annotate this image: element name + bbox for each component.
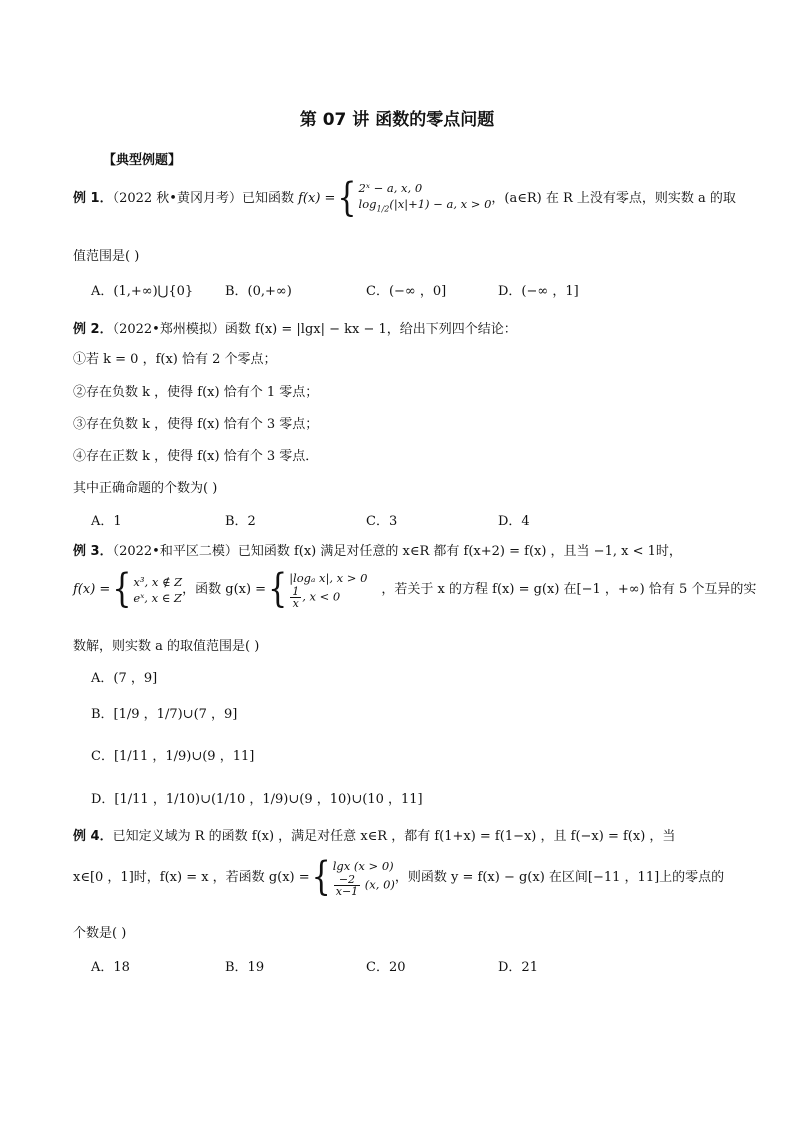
- ex2-item-3: ③存在负数 k ，使得 f(x) 恰有个 3 零点；: [73, 417, 319, 432]
- option-d[interactable]: D．4: [498, 514, 530, 529]
- ex2-question: 其中正确命题的个数为( ): [73, 481, 218, 496]
- brace-glyph: {: [311, 854, 331, 900]
- ex3-f-cases: [133, 574, 182, 606]
- ex3-g-case-2-rest: , x < 0: [302, 589, 341, 604]
- ex4-text-a: 已知定义域为 R 的函数 f(x) ，满足对任意 x∈R ，都有 f(1+x) = f(1−x) ，且 f(−x) = f(x) ，当: [112, 829, 676, 844]
- ex2-item-2: ②存在负数 k ，使得 f(x) 恰有个 1 零点；: [73, 385, 319, 400]
- brace-glyph: {: [112, 566, 132, 612]
- ex1-cases: [359, 180, 492, 217]
- section-heading: 【典型例题】: [103, 153, 182, 168]
- brace-glyph: {: [337, 175, 357, 221]
- option-b[interactable]: B．19: [225, 960, 265, 975]
- ex2-item-1: ①若 k = 0 ，f(x) 恰有 2 个零点；: [73, 352, 277, 367]
- option-a[interactable]: A．(7 ，9]: [91, 671, 158, 686]
- option-c[interactable]: C．(−∞ ，0]: [366, 284, 447, 299]
- example-1-stem: [73, 175, 736, 221]
- example-label: 例 2．: [73, 322, 113, 337]
- log-text: log: [358, 197, 377, 211]
- brace-glyph: {: [268, 566, 288, 612]
- example-4-stem: [73, 825, 675, 844]
- ex3-text-b: ，若关于 x 的方程 f(x) = g(x) 在[−1 ，+∞) 恰有 5 个互异的实: [381, 582, 757, 597]
- page-title: 第 07 讲 函数的零点问题: [299, 110, 495, 130]
- ex4-text-b1: x∈[0 ，1]时，f(x) = x ，若函数 g(x) =: [73, 870, 310, 885]
- ex3-text-a: （2022•和平区二模）已知函数 f(x) 满足对任意的 x∈R 都有 f(x+2) = f(x) ，且当 −1, x < 1时，: [112, 544, 682, 559]
- fraction-neg2-over-x-minus-1: $\frac{-2}{x-1}$: [335, 873, 359, 898]
- example-label: 例 1．: [73, 191, 113, 207]
- ex2-text: （2022•郑州模拟）函数 f(x) = |lgx| − kx − 1，给出下列四个结论：: [112, 322, 517, 337]
- ex4-text-b2: ，则函数 y = f(x) − g(x) 在区间[−11 ，11]上的零点的: [394, 870, 725, 885]
- option-a[interactable]: A．1: [91, 514, 122, 529]
- ex1-text: （2022 秋•黄冈月考）已知函数: [112, 191, 299, 207]
- ex1-case-2: [359, 196, 492, 217]
- ex1-fx: f(x) =: [298, 191, 336, 207]
- option-b[interactable]: B．(0,+∞): [225, 284, 292, 299]
- ex4-g-case-1: lgx (x > 0): [332, 859, 394, 873]
- example-label: 例 4．: [73, 829, 113, 844]
- option-d[interactable]: D．[1/11 ，1/10)∪(1/10 ，1/9)∪(9 ，10)∪(10 ，11]: [91, 792, 423, 807]
- ex1-case-1: 2ˣ − a, x, 0: [358, 181, 423, 195]
- ex3-g-case-2: [289, 586, 367, 609]
- option-d[interactable]: D．21: [498, 960, 538, 975]
- ex4-text-c: 个数是( ): [73, 926, 127, 941]
- example-3-stem: [73, 540, 682, 559]
- ex4-g-case-2-rest: (x, 0): [361, 877, 395, 892]
- option-b[interactable]: B．[1/9 ，1/7)∪(7 ，9]: [91, 707, 238, 722]
- ex3-g-text: ，函数 g(x) =: [182, 582, 267, 597]
- ex3-g-case-1: |logₐ x|, x > 0: [289, 571, 368, 585]
- example-2-stem: [73, 318, 517, 337]
- ex4-piecewise-line: [73, 854, 725, 900]
- option-c[interactable]: C．20: [366, 960, 406, 975]
- ex2-item-4: ④存在正数 k ，使得 f(x) 恰有个 3 零点．: [73, 449, 319, 464]
- ex1-text-c: 值范围是( ): [73, 249, 140, 264]
- option-c[interactable]: C．[1/11 ，1/9)∪(9 ，11]: [91, 749, 255, 764]
- ex3-f-case-1: x³, x ∉ Z: [133, 574, 183, 589]
- ex3-f-case-2: eˣ, x ∈ Z: [133, 590, 182, 605]
- fraction-1-over-x: $\frac{1}{x}$: [292, 585, 300, 610]
- example-label: 例 3．: [73, 544, 113, 559]
- option-c[interactable]: C．3: [366, 514, 398, 529]
- option-a[interactable]: A．(1,+∞)⋃{0}: [91, 284, 194, 299]
- ex3-g-cases: [289, 570, 367, 609]
- ex4-g-case-2: [333, 874, 395, 897]
- ex1-case-2-rest: (|x|+1) − a, x > 0: [389, 197, 492, 211]
- option-d[interactable]: D．(−∞ ，1]: [498, 284, 579, 299]
- ex4-g-cases: [333, 858, 395, 897]
- option-a[interactable]: A．18: [91, 960, 130, 975]
- log-base: 1/2: [376, 204, 390, 214]
- ex1-text-b: ，(a∈R) 在 R 上没有零点，则实数 a 的取: [491, 191, 736, 207]
- ex3-text-c: 数解，则实数 a 的取值范围是( ): [73, 639, 260, 654]
- option-b[interactable]: B．2: [225, 514, 256, 529]
- ex3-fx: f(x) =: [73, 582, 111, 597]
- ex3-piecewise-line: [73, 566, 757, 612]
